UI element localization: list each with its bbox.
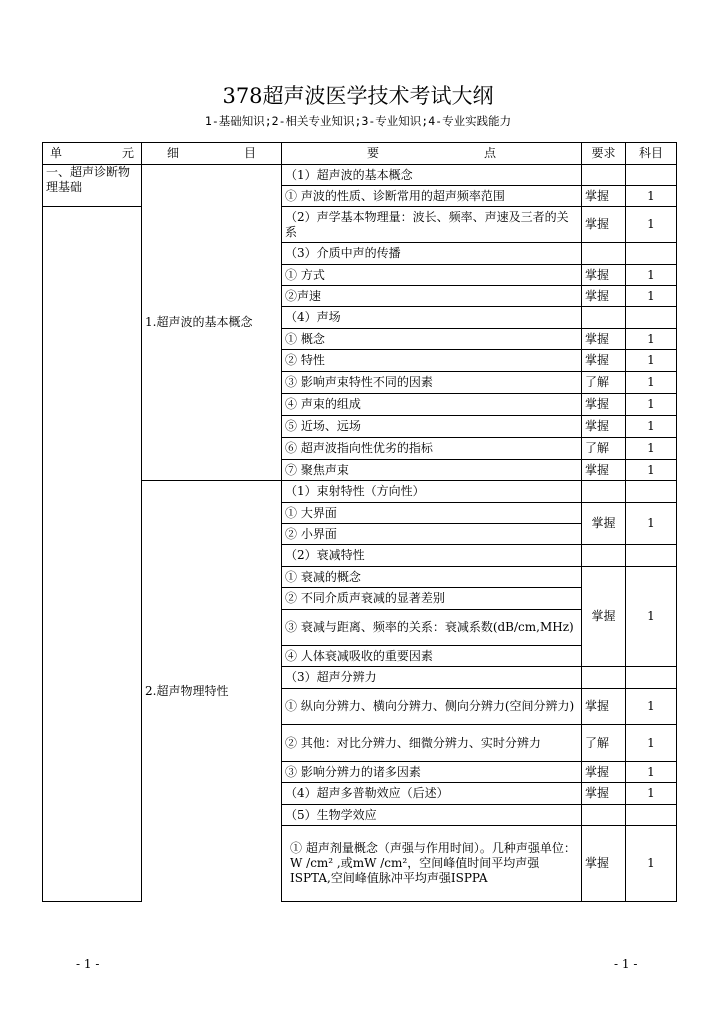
subject-cell	[626, 307, 677, 329]
requirement-cell	[582, 481, 626, 503]
requirement-cell: 掌握	[582, 503, 626, 545]
point-cell: ③ 衰减与距离、频率的关系：衰减系数(dB/cm,MHz)	[282, 610, 582, 646]
point-cell: ① 纵向分辨力、横向分辨力、侧向分辨力(空间分辨力)	[282, 689, 582, 725]
point-cell: ① 概念	[282, 329, 582, 350]
point-cell: ① 衰减的概念	[282, 567, 582, 588]
point-cell: ② 小界面	[282, 524, 582, 545]
subject-cell: 1	[626, 186, 677, 207]
subject-cell	[626, 165, 677, 186]
header-detail: 细 目	[142, 143, 282, 165]
syllabus-table	[42, 142, 677, 902]
point-cell: （2）衰减特性	[282, 545, 582, 567]
subject-cell: 1	[626, 689, 677, 725]
detail-cell: 2.超声物理特性	[142, 481, 282, 902]
point-cell: ③ 影响分辨力的诸多因素	[282, 762, 582, 783]
header-requirement: 要求	[582, 143, 626, 165]
point-cell: （1）超声波的基本概念	[282, 165, 582, 186]
subject-cell	[626, 545, 677, 567]
point-cell: （4）超声多普勒效应（后述）	[282, 783, 582, 805]
header-unit: 单 元	[43, 143, 142, 165]
requirement-cell: 掌握	[582, 460, 626, 481]
subject-cell: 1	[626, 329, 677, 350]
page-number-right: - 1 -	[614, 957, 638, 971]
page-subtitle: 1-基础知识;2-相关专业知识;3-专业知识;4-专业实践能力	[204, 114, 512, 128]
subject-cell: 1	[626, 725, 677, 762]
requirement-cell: 掌握	[582, 186, 626, 207]
point-cell: （1）束射特性（方向性）	[282, 481, 582, 503]
point-cell: ② 不同介质声衰减的显著差别	[282, 588, 582, 610]
point-cell: （2）声学基本物理量：波长、频率、声速及三者的关系	[282, 207, 582, 243]
point-cell: ① 方式	[282, 265, 582, 286]
requirement-cell	[582, 545, 626, 567]
subject-cell: 1	[626, 350, 677, 372]
subject-cell: 1	[626, 567, 677, 667]
point-cell: ② 特性	[282, 350, 582, 372]
point-cell: （4）声场	[282, 307, 582, 329]
requirement-cell	[582, 165, 626, 186]
requirement-cell	[582, 243, 626, 265]
requirement-cell: 了解	[582, 438, 626, 460]
requirement-cell: 了解	[582, 725, 626, 762]
subject-cell: 1	[626, 503, 677, 545]
requirement-cell: 掌握	[582, 350, 626, 372]
subject-cell: 1	[626, 394, 677, 416]
subject-cell: 1	[626, 762, 677, 783]
subject-cell: 1	[626, 286, 677, 307]
point-cell: （3）超声分辨力	[282, 667, 582, 689]
subject-cell: 1	[626, 207, 677, 243]
subject-cell	[626, 667, 677, 689]
requirement-cell: 掌握	[582, 286, 626, 307]
point-cell: （5）生物学效应	[282, 805, 582, 826]
point-cell: ⑦ 聚焦声束	[282, 460, 582, 481]
page-number-left: - 1 -	[76, 957, 100, 971]
point-cell: ④ 声束的组成	[282, 394, 582, 416]
requirement-cell: 掌握	[582, 329, 626, 350]
subject-cell	[626, 481, 677, 503]
table-row	[43, 165, 677, 186]
table-header-row	[43, 143, 677, 165]
requirement-cell	[582, 805, 626, 826]
requirement-cell: 掌握	[582, 394, 626, 416]
requirement-cell: 掌握	[582, 826, 626, 902]
subject-cell: 1	[626, 265, 677, 286]
requirement-cell: 掌握	[582, 265, 626, 286]
point-cell: ⑤ 近场、远场	[282, 416, 582, 438]
subject-cell: 1	[626, 460, 677, 481]
subject-cell: 1	[626, 372, 677, 394]
subject-cell: 1	[626, 783, 677, 805]
unit-cell: 一、超声诊断物理基础	[43, 165, 142, 207]
requirement-cell: 了解	[582, 372, 626, 394]
point-cell: （3）介质中声的传播	[282, 243, 582, 265]
point-cell: ② 其他：对比分辨力、细微分辨力、实时分辨力	[282, 725, 582, 762]
point-cell: ⑥ 超声波指向性优劣的指标	[282, 438, 582, 460]
point-cell: ① 大界面	[282, 503, 582, 524]
point-cell: ④ 人体衰减吸收的重要因素	[282, 646, 582, 667]
header-point: 要 点	[282, 143, 582, 165]
requirement-cell: 掌握	[582, 689, 626, 725]
subject-cell	[626, 805, 677, 826]
requirement-cell: 掌握	[582, 416, 626, 438]
requirement-cell: 掌握	[582, 567, 626, 667]
point-cell: ① 超声剂量概念（声强与作用时间）。几种声强单位：W /cm² ,或mW /cm²，空间峰值时间平均声强ISPTA,空间峰值脉冲平均声强ISPPA	[282, 826, 582, 902]
subject-cell: 1	[626, 438, 677, 460]
subject-cell	[626, 243, 677, 265]
page-title: 378超声波医学技术考试大纲	[222, 84, 494, 108]
unit-cell-continued	[43, 207, 142, 902]
requirement-cell	[582, 307, 626, 329]
point-cell: ③ 影响声束特性不同的因素	[282, 372, 582, 394]
point-cell: ① 声波的性质、诊断常用的超声频率范围	[282, 186, 582, 207]
subject-cell: 1	[626, 826, 677, 902]
subject-cell: 1	[626, 416, 677, 438]
header-subject: 科目	[626, 143, 677, 165]
requirement-cell	[582, 667, 626, 689]
requirement-cell: 掌握	[582, 783, 626, 805]
requirement-cell: 掌握	[582, 207, 626, 243]
table-row	[43, 207, 677, 243]
requirement-cell: 掌握	[582, 762, 626, 783]
point-cell: ②声速	[282, 286, 582, 307]
detail-cell: 1.超声波的基本概念	[142, 165, 282, 481]
